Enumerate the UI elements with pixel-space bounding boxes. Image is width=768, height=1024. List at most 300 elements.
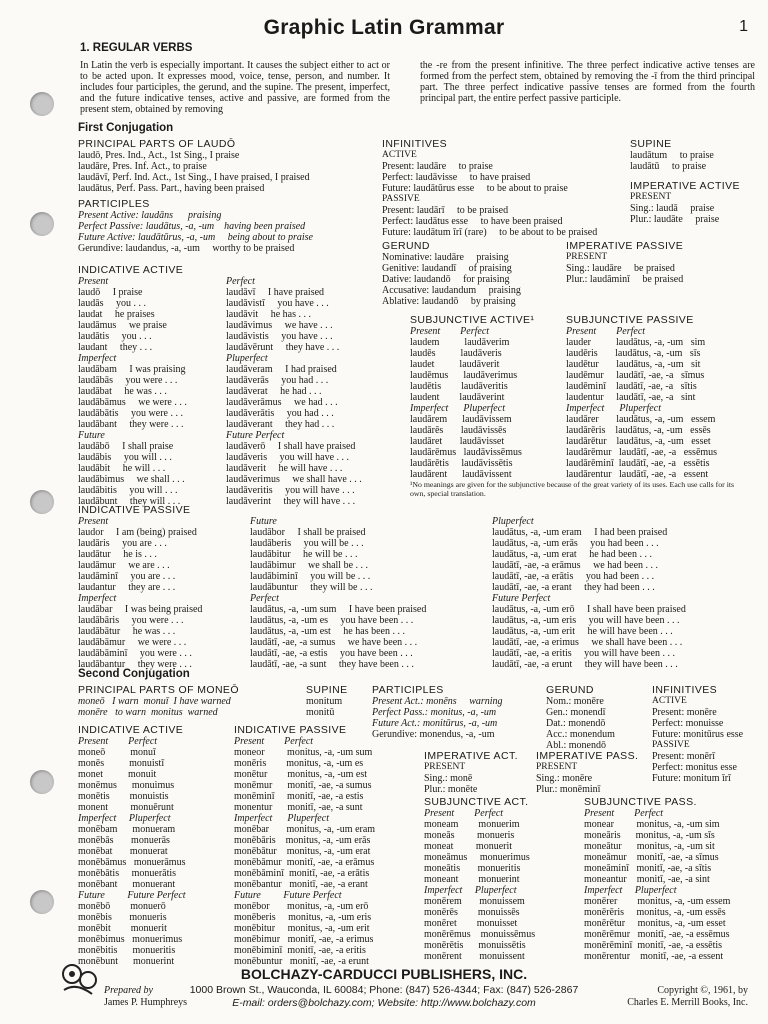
indicative-active-perfect-list <box>226 276 362 507</box>
list-line: Present: monēre <box>652 707 717 718</box>
subjunctive-pass2-heading: SUBJUNCTIVE PASS. <box>584 796 697 808</box>
list-line: Gerundive: laudandus, -a, -um worthy to be praised <box>78 243 295 254</box>
list-line: monēbor monitus, -a, -um erō <box>234 901 369 912</box>
list-line: laudēris laudātus, -a, -um sīs <box>566 348 701 359</box>
copyright-holder: Charles E. Merrill Books, Inc. <box>627 997 748 1008</box>
list-line: monēbās monuerās <box>78 835 170 846</box>
list-line: Perfect Pass.: monitus, -a, -um <box>372 707 497 718</box>
list-line: Future: monitūrus esse <box>652 729 744 740</box>
list-line: Present Perfect <box>410 326 490 337</box>
list-line: monērēmur monitī, -ae, -a essēmus <box>584 929 730 940</box>
list-line: laudātī, -ae, -a sunt they have been . . . <box>250 659 414 670</box>
list-line: monēbam monueram <box>78 824 176 835</box>
list-line: laudēmus laudāverimus <box>410 370 518 381</box>
list-line: moneō I warn monuī I have warned <box>78 696 231 707</box>
list-line: laudāberis you will be . . . <box>250 538 364 549</box>
list-line: Genitive: laudandī of praising <box>382 263 512 274</box>
list-line: laudātus, -a, -um erās you had been . . . <box>492 538 659 549</box>
list-line: laudāveritis you will have . . . <box>226 485 355 496</box>
copyright <box>627 985 748 1009</box>
list-line: laudēmur laudātī, -ae, -a sīmus <box>566 370 705 381</box>
list-line: lauder laudātus, -a, -um sim <box>566 337 706 348</box>
list-line: laudent laudāverint <box>410 392 505 403</box>
list-line: monēbant monuerant <box>78 879 176 890</box>
supine-list <box>630 150 714 172</box>
list-line: laudātū to praise <box>630 161 707 172</box>
list-line: moneāmur monitī, -ae, -a sīmus <box>584 852 719 863</box>
list-line: laudāverātis you had . . . <box>226 408 334 419</box>
list-line: Sing.: laudāre be praised <box>566 263 675 274</box>
list-line: laudātis you . . . <box>78 331 152 342</box>
supine-heading: SUPINE <box>630 138 672 150</box>
list-line: Present Perfect <box>566 326 646 337</box>
list-line: Future Perfect <box>226 430 285 441</box>
list-line: Present: monērī <box>652 751 716 762</box>
list-line: monēbātur monitus, -a, -um erat <box>234 846 371 857</box>
list-line: monentur monitī, -ae, -a sunt <box>234 802 363 813</box>
list-line: Present: laudārī to be praised <box>382 205 509 216</box>
list-line: Perfect: monitus esse <box>652 762 737 773</box>
pp-laudo-list <box>78 150 310 194</box>
list-line: laudābāris you were . . . <box>78 615 184 626</box>
list-line: laudābimus we shall . . . <box>78 474 185 485</box>
imperative-active-heading: IMPERATIVE ACTIVE <box>630 180 740 192</box>
list-line: laudātus, -a, -um sum I have been praised <box>250 604 427 615</box>
list-line: laudārentur laudātī, -ae, -a essent <box>566 469 709 480</box>
list-line: laudāvit he has . . . <box>226 309 311 320</box>
publisher-name: BOLCHAZY-CARDUCCI PUBLISHERS, INC. <box>240 966 528 982</box>
list-line: moneam monuerim <box>424 819 520 830</box>
author-name: James P. Humphreys <box>104 997 188 1008</box>
list-line: laudāmur we are . . . <box>78 560 170 571</box>
list-line: laudāverint they will have . . . <box>226 496 356 507</box>
list-line: laudātī, -ae, -a estis you have been . . . <box>250 648 413 659</box>
list-line: laudābāminī you were . . . <box>78 648 192 659</box>
list-line: laudārem laudāvissem <box>410 414 512 425</box>
publisher-contact: E-mail: orders@bolchazy.com; Website: http://www.bolchazy.com <box>232 997 536 1009</box>
list-line: Imperfect Pluperfect <box>234 813 329 824</box>
list-line: laudābiminī you will be . . . <box>250 571 371 582</box>
list-line: monēbāris monitus, -a, -um erās <box>234 835 371 846</box>
list-line: monēbāmus monuerāmus <box>78 857 186 868</box>
list-line: monērentur monitī, -ae, -a essent <box>584 951 724 962</box>
intro-right: the -re from the present infinitive. The three perfect indicative active tenses are formed from the perfect stem, obtained by removing the -ī from the third principal part. The three perfect indicative passive tenses are formed from the fourth principal part, the entire perfect passive participle. <box>420 60 755 104</box>
list-line: laudābuntur they will be . . . <box>250 582 373 593</box>
list-line: laudāveris you will have . . . <box>226 452 350 463</box>
list-line: laudātus, -a, -um erat he had been . . . <box>492 549 652 560</box>
list-line: monent monuērunt <box>78 802 174 813</box>
list-line: laudētis laudāveritis <box>410 381 508 392</box>
list-line: Dat.: monendō <box>546 718 606 729</box>
binder-hole <box>30 92 54 116</box>
footnote: ¹No meanings are given for the subjunctive because of the great variety of its uses. Each use calls for its own, special translation. <box>410 480 735 498</box>
list-line: laudāmus we praise <box>78 320 167 331</box>
indicative-active-heading: INDICATIVE ACTIVE <box>78 264 184 276</box>
list-line: moneāminī monitī, -ae, -a sītis <box>584 863 712 874</box>
list-line: Imperfect Pluperfect <box>410 403 505 414</box>
list-line: laudābant they were . . . <box>78 419 184 430</box>
list-line: Present <box>78 276 109 287</box>
list-line: laudābās you were . . . <box>78 375 178 386</box>
supine2-heading: SUPINE <box>306 684 348 696</box>
list-line: monitum <box>306 696 343 707</box>
list-line: laudem laudāverim <box>410 337 510 348</box>
list-line: laudārēris laudātus, -a, -um essēs <box>566 425 711 436</box>
list-line: laudāvistī you have . . . <box>226 298 329 309</box>
list-line: PASSIVE <box>382 194 420 204</box>
list-line: laudābunt they will . . . <box>78 496 181 507</box>
list-line: Sing.: monē <box>424 773 473 784</box>
prepared-by-label: Prepared by <box>104 985 153 996</box>
list-line: Future: laudātūrus esse to be about to praise <box>382 183 568 194</box>
list-line: monēbātis monuerātis <box>78 868 177 879</box>
list-line: Plur.: monēte <box>424 784 478 795</box>
list-line: monētur monitus, -a, -um est <box>234 769 368 780</box>
list-line: Future <box>250 516 277 527</box>
list-line: laudētur laudātus, -a, -um sit <box>566 359 701 370</box>
list-line: monēbiminī monitī, -ae, -a eritis <box>234 945 366 956</box>
list-line: PRESENT <box>424 762 466 772</box>
list-line: monēbitur monitus, -a, -um erit <box>234 923 370 934</box>
list-line: laudātī, -ae, -a eritis you will have been . . . <box>492 648 675 659</box>
list-line: laudābit he will . . . <box>78 463 166 474</box>
list-line: laudet laudāverit <box>410 359 500 370</box>
participles-heading: PARTICIPLES <box>78 198 150 210</box>
subjunctive-active-heading: SUBJUNCTIVE ACTIVE¹ <box>410 314 535 326</box>
list-line: laudāvimus we have . . . <box>226 320 333 331</box>
subjunctive-active-list <box>410 326 522 480</box>
list-line: laudābar I was being praised <box>78 604 203 615</box>
list-line: laudātī, -ae, -a erant they had been . . . <box>492 582 655 593</box>
list-line: laudārent laudāvissent <box>410 469 512 480</box>
list-line: monēre to warn monitus warned <box>78 707 218 718</box>
list-line: monēret monuisset <box>424 918 518 929</box>
list-line: monērēris monitus, -a, -um essēs <box>584 907 726 918</box>
list-line: PASSIVE <box>652 740 690 750</box>
imperative-pass2-list <box>536 762 600 795</box>
list-line: laudābimur we shall be . . . <box>250 560 369 571</box>
list-line: Future: laudātum īrī (rare) to be about to be praised <box>382 227 598 238</box>
list-line: laudor I am (being) praised <box>78 527 197 538</box>
list-line: Perfect Passive: laudātus, -a, -um having been praised <box>78 221 306 232</box>
imperative-act2-list <box>424 762 477 795</box>
list-line: Future <box>78 430 105 441</box>
list-line: Perfect: monuisse <box>652 718 724 729</box>
subjunctive-pass2-list <box>584 808 730 962</box>
list-line: Dative: laudandō for praising <box>382 274 510 285</box>
imperative-act2-heading: IMPERATIVE ACT. <box>424 750 518 762</box>
list-line: laudātī, -ae, -a sumus we have been . . . <box>250 637 418 648</box>
list-line: laudātī, -ae, -a erunt they will have been . . . <box>492 659 678 670</box>
list-line: Future Act.: monitūrus, -a, -um <box>372 718 498 729</box>
list-line: ACTIVE <box>652 696 687 706</box>
binder-hole <box>30 890 54 914</box>
list-line: laudātus, -a, -um est he has been . . . <box>250 626 405 637</box>
list-line: laudābātis you were . . . <box>78 408 183 419</box>
list-line: Imperfect Pluperfect <box>566 403 661 414</box>
indicative-passive2-heading: INDICATIVE PASSIVE <box>234 724 347 736</box>
list-line: laudāvērunt they have . . . <box>226 342 340 353</box>
list-line: monēmur monitī, -ae, -a sumus <box>234 780 372 791</box>
imperative-pass2-heading: IMPERATIVE PASS. <box>536 750 639 762</box>
list-line: laudātī, -ae, -a erātis you had been . . . <box>492 571 655 582</box>
list-line: monērēmus monuissēmus <box>424 929 536 940</box>
list-line: laudārēminī laudātī, -ae, -a essētis <box>566 458 710 469</box>
list-line: monēbāmur monitī, -ae, -a erāmus <box>234 857 375 868</box>
list-line: laudāre, Pres. Inf. Act., to praise <box>78 161 207 172</box>
list-line: Perfect <box>250 593 279 604</box>
list-line: Gerundive: monendus, -a, -um <box>372 729 495 740</box>
infinitives2-heading: INFINITIVES <box>652 684 718 696</box>
imperative-passive-heading: IMPERATIVE PASSIVE <box>566 240 684 252</box>
imperative-active-list <box>630 192 719 225</box>
indicative-active-present-list <box>78 276 187 507</box>
list-line: monērēs monuissēs <box>424 907 520 918</box>
participles-list <box>78 210 313 254</box>
list-line: moneās monueris <box>424 830 515 841</box>
list-line: monēs monuistī <box>78 758 165 769</box>
subjunctive-act2-heading: SUBJUNCTIVE ACT. <box>424 796 529 808</box>
list-line: monēbuntur monitī, -ae, -a erunt <box>234 956 369 967</box>
list-line: PRESENT <box>566 252 608 262</box>
list-line: Perfect: laudāvisse to have praised <box>382 172 531 183</box>
list-line: monētis monuistis <box>78 791 169 802</box>
list-line: Future Future Perfect <box>234 890 342 901</box>
list-line: laudātus, -a, -um es you have been . . . <box>250 615 414 626</box>
list-line: Present Act.: monēns warning <box>372 696 503 707</box>
list-line: Plur.: monēminī <box>536 784 601 795</box>
list-line: laudāverāmus we had . . . <box>226 397 338 408</box>
gerund-list <box>382 252 521 307</box>
publisher-address: 1000 Brown St., Wauconda, IL 60084; Phone: (847) 526-4344; Fax: (847) 526-2867 <box>189 984 579 996</box>
pp-moneo-list <box>78 696 231 718</box>
list-line: laudāvī, Perf. Ind. Act., 1st Sing., I have praised, I praised <box>78 172 310 183</box>
list-line: moneantur monitī, -ae, -a sint <box>584 874 710 885</box>
list-line: laudāris you are . . . <box>78 538 167 549</box>
list-line: Present Perfect <box>78 736 158 747</box>
list-line: monēbimur monitī, -ae, -a erimus <box>234 934 374 945</box>
list-line: Imperfect <box>78 353 117 364</box>
subjunctive-act2-list <box>424 808 535 962</box>
list-line: laudātus, Perf. Pass. Part., having been praised <box>78 183 265 194</box>
list-line: moneor monitus, -a, -um sum <box>234 747 373 758</box>
list-line: Perfect <box>226 276 255 287</box>
list-line: Nom.: monēre <box>546 696 604 707</box>
list-line: moneat monuerit <box>424 841 513 852</box>
list-line: monet monuit <box>78 769 157 780</box>
indicative-passive2-list <box>234 736 375 967</box>
list-line: Present Perfect <box>584 808 664 819</box>
list-line: Present <box>78 516 109 527</box>
list-line: Future Active: laudātūrus, -a, -um being about to praise <box>78 232 313 243</box>
list-line: monēbitis monueritis <box>78 945 176 956</box>
list-line: monērem monuissem <box>424 896 525 907</box>
list-line: Present Active: laudāns praising <box>78 210 222 221</box>
list-line: Future: monitum īrī <box>652 773 731 784</box>
list-line: monēbimus monuerimus <box>78 934 183 945</box>
imperative-passive-list <box>566 252 683 285</box>
list-line: laudātus, -a, -um eris you will have been . . . <box>492 615 680 626</box>
list-line: laudāverat he had . . . <box>226 386 322 397</box>
list-line: monēminī monitī, -ae, -a estis <box>234 791 364 802</box>
list-line: laudābātur he was . . . <box>78 626 176 637</box>
list-line: laudābor I shall be praised <box>250 527 366 538</box>
indicative-passive-heading: INDICATIVE PASSIVE <box>78 504 191 516</box>
list-line: laudābantur they were . . . <box>78 659 192 670</box>
list-line: laudābitis you will . . . <box>78 485 178 496</box>
list-line: laudābō I shall praise <box>78 441 174 452</box>
list-line: laudātī, -ae, -a erimus we shall have been . . . <box>492 637 683 648</box>
indicative-passive-pluperfect-list <box>492 516 686 670</box>
binder-hole <box>30 212 54 236</box>
list-line: Sing.: monēre <box>536 773 593 784</box>
list-line: laudāvistis you have . . . <box>226 331 333 342</box>
list-line: Imperfect Pluperfect <box>78 813 171 824</box>
list-line: Future Future Perfect <box>78 890 186 901</box>
list-line: laudābis you will . . . <box>78 452 172 463</box>
list-line: moneātur monitus, -a, -um sit <box>584 841 715 852</box>
list-line: Plur.: laudāte praise <box>630 214 720 225</box>
list-line: monitū <box>306 707 335 718</box>
list-line: PRESENT <box>630 192 672 202</box>
list-line: Abl.: monendō <box>546 740 606 751</box>
list-line: Accusative: laudandum praising <box>382 285 521 296</box>
list-line: monēris monitus, -a, -um es <box>234 758 364 769</box>
pp-moneo-heading: PRINCIPAL PARTS OF MONEŌ <box>78 684 239 696</box>
list-line: laudārēs laudāvissēs <box>410 425 507 436</box>
list-line: Imperfect <box>78 593 117 604</box>
list-line: laudātus, -a, -um erit he will have been . . . <box>492 626 673 637</box>
list-line: laudās you . . . <box>78 298 147 309</box>
list-line: Present: laudāre to praise <box>382 161 493 172</box>
list-line: Nominative: laudāre praising <box>382 252 509 263</box>
indicative-active2-heading: INDICATIVE ACTIVE <box>78 724 184 736</box>
list-line: Pluperfect <box>492 516 534 527</box>
list-line: laudātum to praise <box>630 150 714 161</box>
list-line: Future Perfect <box>492 593 551 604</box>
section-heading: 1. REGULAR VERBS <box>80 42 193 54</box>
list-line: laudantur they are . . . <box>78 582 176 593</box>
list-line: laudō, Pres. Ind., Act., 1st Sing., I praise <box>78 150 240 161</box>
list-line: monear monitus, -a, -um sim <box>584 819 720 830</box>
list-line: Imperfect Pluperfect <box>424 885 517 896</box>
list-line: laudat he praises <box>78 309 155 320</box>
list-line: laudātus, -a, -um erō I shall have been praised <box>492 604 686 615</box>
gerund-heading: GERUND <box>382 240 430 252</box>
binder-hole <box>30 770 54 794</box>
list-line: moneātis monueritis <box>424 863 521 874</box>
intro-left: In Latin the verb is especially important. It causes the subject either to act or to be acted upon. It expresses mood, voice, tense, person, and number. It includes four participles, the gerund, and the supine. The present, imperfect, and the future indicative tenses, active and passive, are formed from the present stem, obtained by removing <box>80 60 390 115</box>
list-line: laudāverās you had . . . <box>226 375 329 386</box>
list-line: monēbit monuerit <box>78 923 167 934</box>
list-line: moneāmus monuerimus <box>424 852 530 863</box>
list-line: monēbar monitus, -a, -um eram <box>234 824 376 835</box>
list-line: Gen.: monendī <box>546 707 606 718</box>
list-line: monēbō monuerō <box>78 901 166 912</box>
list-line: laudārer laudātus, -a, -um essem <box>566 414 716 425</box>
list-line: monēmus monuimus <box>78 780 175 791</box>
list-line: ACTIVE <box>382 150 417 160</box>
copyright-line: Copyright ©, 1961, by <box>657 985 748 996</box>
participles2-heading: PARTICIPLES <box>372 684 444 696</box>
list-line: Imperfect Pluperfect <box>584 885 677 896</box>
binder-hole <box>30 490 54 514</box>
list-line: laudāverit he will have . . . <box>226 463 343 474</box>
list-line: laudant they . . . <box>78 342 153 353</box>
pp-laudo-heading: PRINCIPAL PARTS OF LAUDŌ <box>78 138 236 150</box>
gerund2-list <box>546 696 615 751</box>
list-line: monērētis monuissētis <box>424 940 526 951</box>
list-line: monēberis monitus, -a, -um eris <box>234 912 372 923</box>
list-line: monērer monitus, -a, -um essem <box>584 896 731 907</box>
second-conjugation-heading: Second Conjugation <box>78 668 190 680</box>
prepared-by <box>104 985 187 1009</box>
list-line: laudābāmur we were . . . <box>78 637 187 648</box>
first-conjugation-heading: First Conjugation <box>78 122 174 134</box>
list-line: monērētur monitus, -a, -um esset <box>584 918 726 929</box>
list-line: monērēminī monitī, -ae, -a essētis <box>584 940 723 951</box>
list-line: Plur.: laudāminī be praised <box>566 274 684 285</box>
list-line: laudēs laudāveris <box>410 348 502 359</box>
list-line: laudābat he was . . . <box>78 386 167 397</box>
list-line: Sing.: laudā praise <box>630 203 715 214</box>
list-line: laudābitur he will be . . . <box>250 549 358 560</box>
list-line: laudābāmus we were . . . <box>78 397 187 408</box>
list-line: laudāverō I shall have praised <box>226 441 356 452</box>
page-number: 1 <box>739 18 748 35</box>
list-line: laudātī, -ae, -a erāmus we had been . . . <box>492 560 659 571</box>
indicative-passive-future-list <box>250 516 426 670</box>
list-line: moneant monuerint <box>424 874 520 885</box>
list-line: Present Perfect <box>424 808 504 819</box>
list-line: laudāret laudāvisset <box>410 436 505 447</box>
list-line: laudāvī I have praised <box>226 287 325 298</box>
subjunctive-passive-list <box>566 326 717 480</box>
list-line: monēbunt monuerint <box>78 956 175 967</box>
list-line: moneō monuī <box>78 747 156 758</box>
list-line: laudārētis laudāvissētis <box>410 458 513 469</box>
list-line: moneāris monitus, -a, -um sīs <box>584 830 715 841</box>
list-line: Acc.: monendum <box>546 729 615 740</box>
list-line: laudāverant they had . . . <box>226 419 335 430</box>
list-line: laudentur laudātī, -ae, -a sint <box>566 392 696 403</box>
infinitives-heading: INFINITIVES <box>382 138 448 150</box>
list-line: laudātur he is . . . <box>78 549 157 560</box>
list-line: laudō I praise <box>78 287 143 298</box>
list-line: laudārēmur laudātī, -ae, -a essēmus <box>566 447 718 458</box>
participles2-list <box>372 696 503 740</box>
supine2-list <box>306 696 342 718</box>
list-line: monēbantur monitī, -ae, -a erant <box>234 879 368 890</box>
list-line: laudēminī laudātī, -ae, -a sītis <box>566 381 697 392</box>
list-line: monēbis monueris <box>78 912 167 923</box>
list-line: Ablative: laudandō by praising <box>382 296 516 307</box>
indicative-active2-list <box>78 736 186 967</box>
list-line: laudāminī you are . . . <box>78 571 176 582</box>
list-line: laudārēmus laudāvissēmus <box>410 447 522 458</box>
infinitives2-list <box>652 696 743 784</box>
list-line: laudātus, -a, -um eram I had been praised <box>492 527 668 538</box>
indicative-passive-present-list <box>78 516 202 670</box>
infinitives-list <box>382 150 597 238</box>
list-line: monēbāminī monitī, -ae, -a erātis <box>234 868 370 879</box>
list-line: PRESENT <box>536 762 578 772</box>
list-line: monērent monuissent <box>424 951 525 962</box>
list-line: laudārētur laudātus, -a, -um esset <box>566 436 711 447</box>
list-line: monēbat monuerat <box>78 846 168 857</box>
page-title: Graphic Latin Grammar <box>263 16 505 39</box>
list-line: laudābam I was praising <box>78 364 186 375</box>
